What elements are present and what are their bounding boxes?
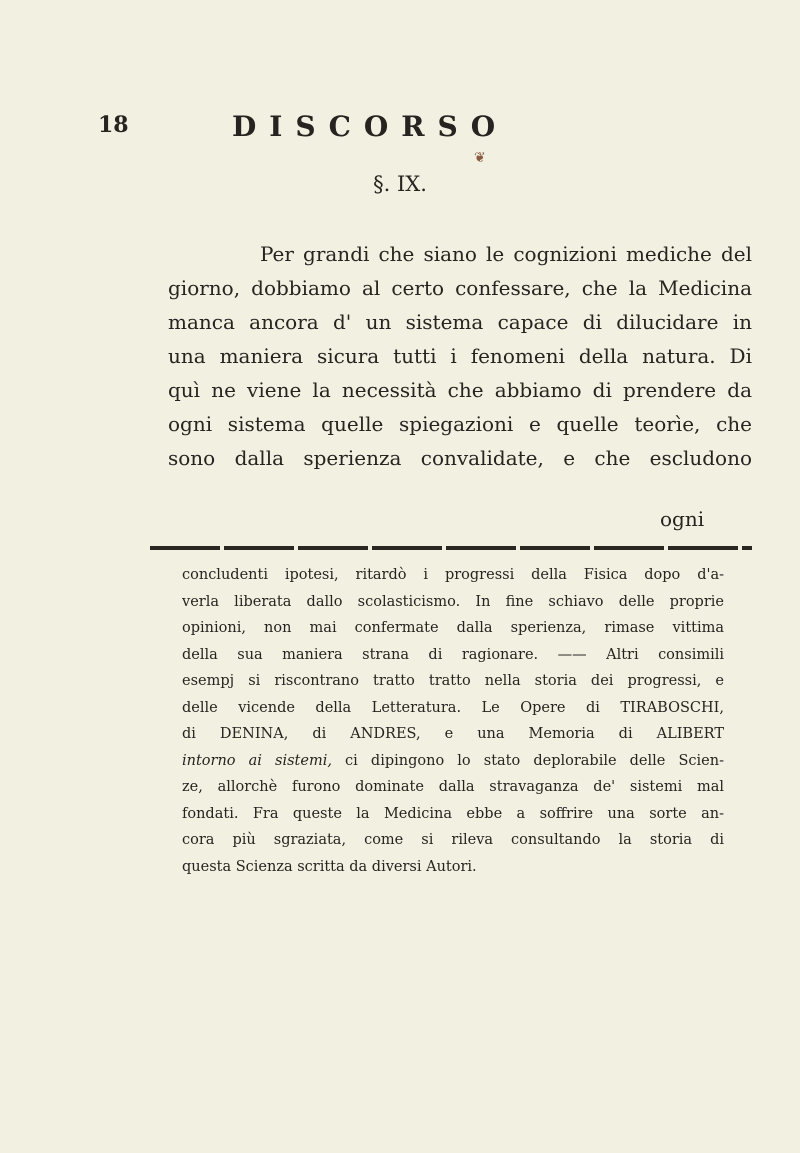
footnote-line: questa Scienza scritta da diversi Autori. <box>182 858 477 875</box>
footnote-divider <box>150 546 752 550</box>
footnote-line <box>182 748 724 775</box>
section-heading: §. IX. <box>373 172 427 196</box>
body-line: sono dalla sperienza convalidate, e che escludono <box>168 446 752 470</box>
body-text <box>168 237 752 475</box>
footnote-line: esempj si riscontrano tratto tratto nella storia dei progressi, e <box>182 673 724 689</box>
footnote-line: cora più sgraziata, come si rileva consultando la storia di <box>182 832 724 848</box>
footnote-line: fondati. Fra queste la Medicina ebbe a soffrire una sorte an- <box>182 805 724 822</box>
body-line: Per grandi che siano le cognizioni mediche del <box>260 242 752 266</box>
body-line: quì ne viene la necessità che abbiamo di prendere da <box>168 378 752 402</box>
footnote-line: verla liberata dallo scolasticismo. In fine schiavo delle proprie <box>182 593 724 610</box>
italic-title: intorno ai sistemi, <box>182 752 332 769</box>
footnote-line: opinioni, non mai confermate dalla sperienza, rimase vittima <box>182 620 724 636</box>
body-line: manca ancora d' un sistema capace di dilucidare in <box>168 310 752 334</box>
page-number: 18 <box>98 112 129 138</box>
footnote-line: delle vicende della Letteratura. Le Opere di TIRABOSCHI, <box>182 699 724 716</box>
catchword: ogni <box>660 507 705 531</box>
ink-blot-icon: ❦ <box>474 150 486 166</box>
body-line: ogni sistema quelle spiegazioni e quelle teorìe, che <box>168 412 752 436</box>
footnote <box>182 562 724 880</box>
footnote-line: della sua maniera strana di ragionare. —— Altri consimili <box>182 646 724 663</box>
footnote-line-rest: ci dipingono lo stato deplorabile delle Scien- <box>331 752 724 769</box>
running-title: DISCORSO <box>232 110 509 143</box>
footnote-line: concludenti ipotesi, ritardò i progressi della Fisica dopo d'a- <box>182 567 724 583</box>
footnote-line: ze, allorchè furono dominate dalla stravaganza de' sistemi mal <box>182 779 724 795</box>
footnote-line: di DENINA, di ANDRES, e una Memoria di ALIBERT <box>182 726 724 742</box>
body-line: una maniera sicura tutti i fenomeni della natura. Di <box>168 344 752 368</box>
body-line: giorno, dobbiamo al certo confessare, che la Medicina <box>168 276 752 300</box>
